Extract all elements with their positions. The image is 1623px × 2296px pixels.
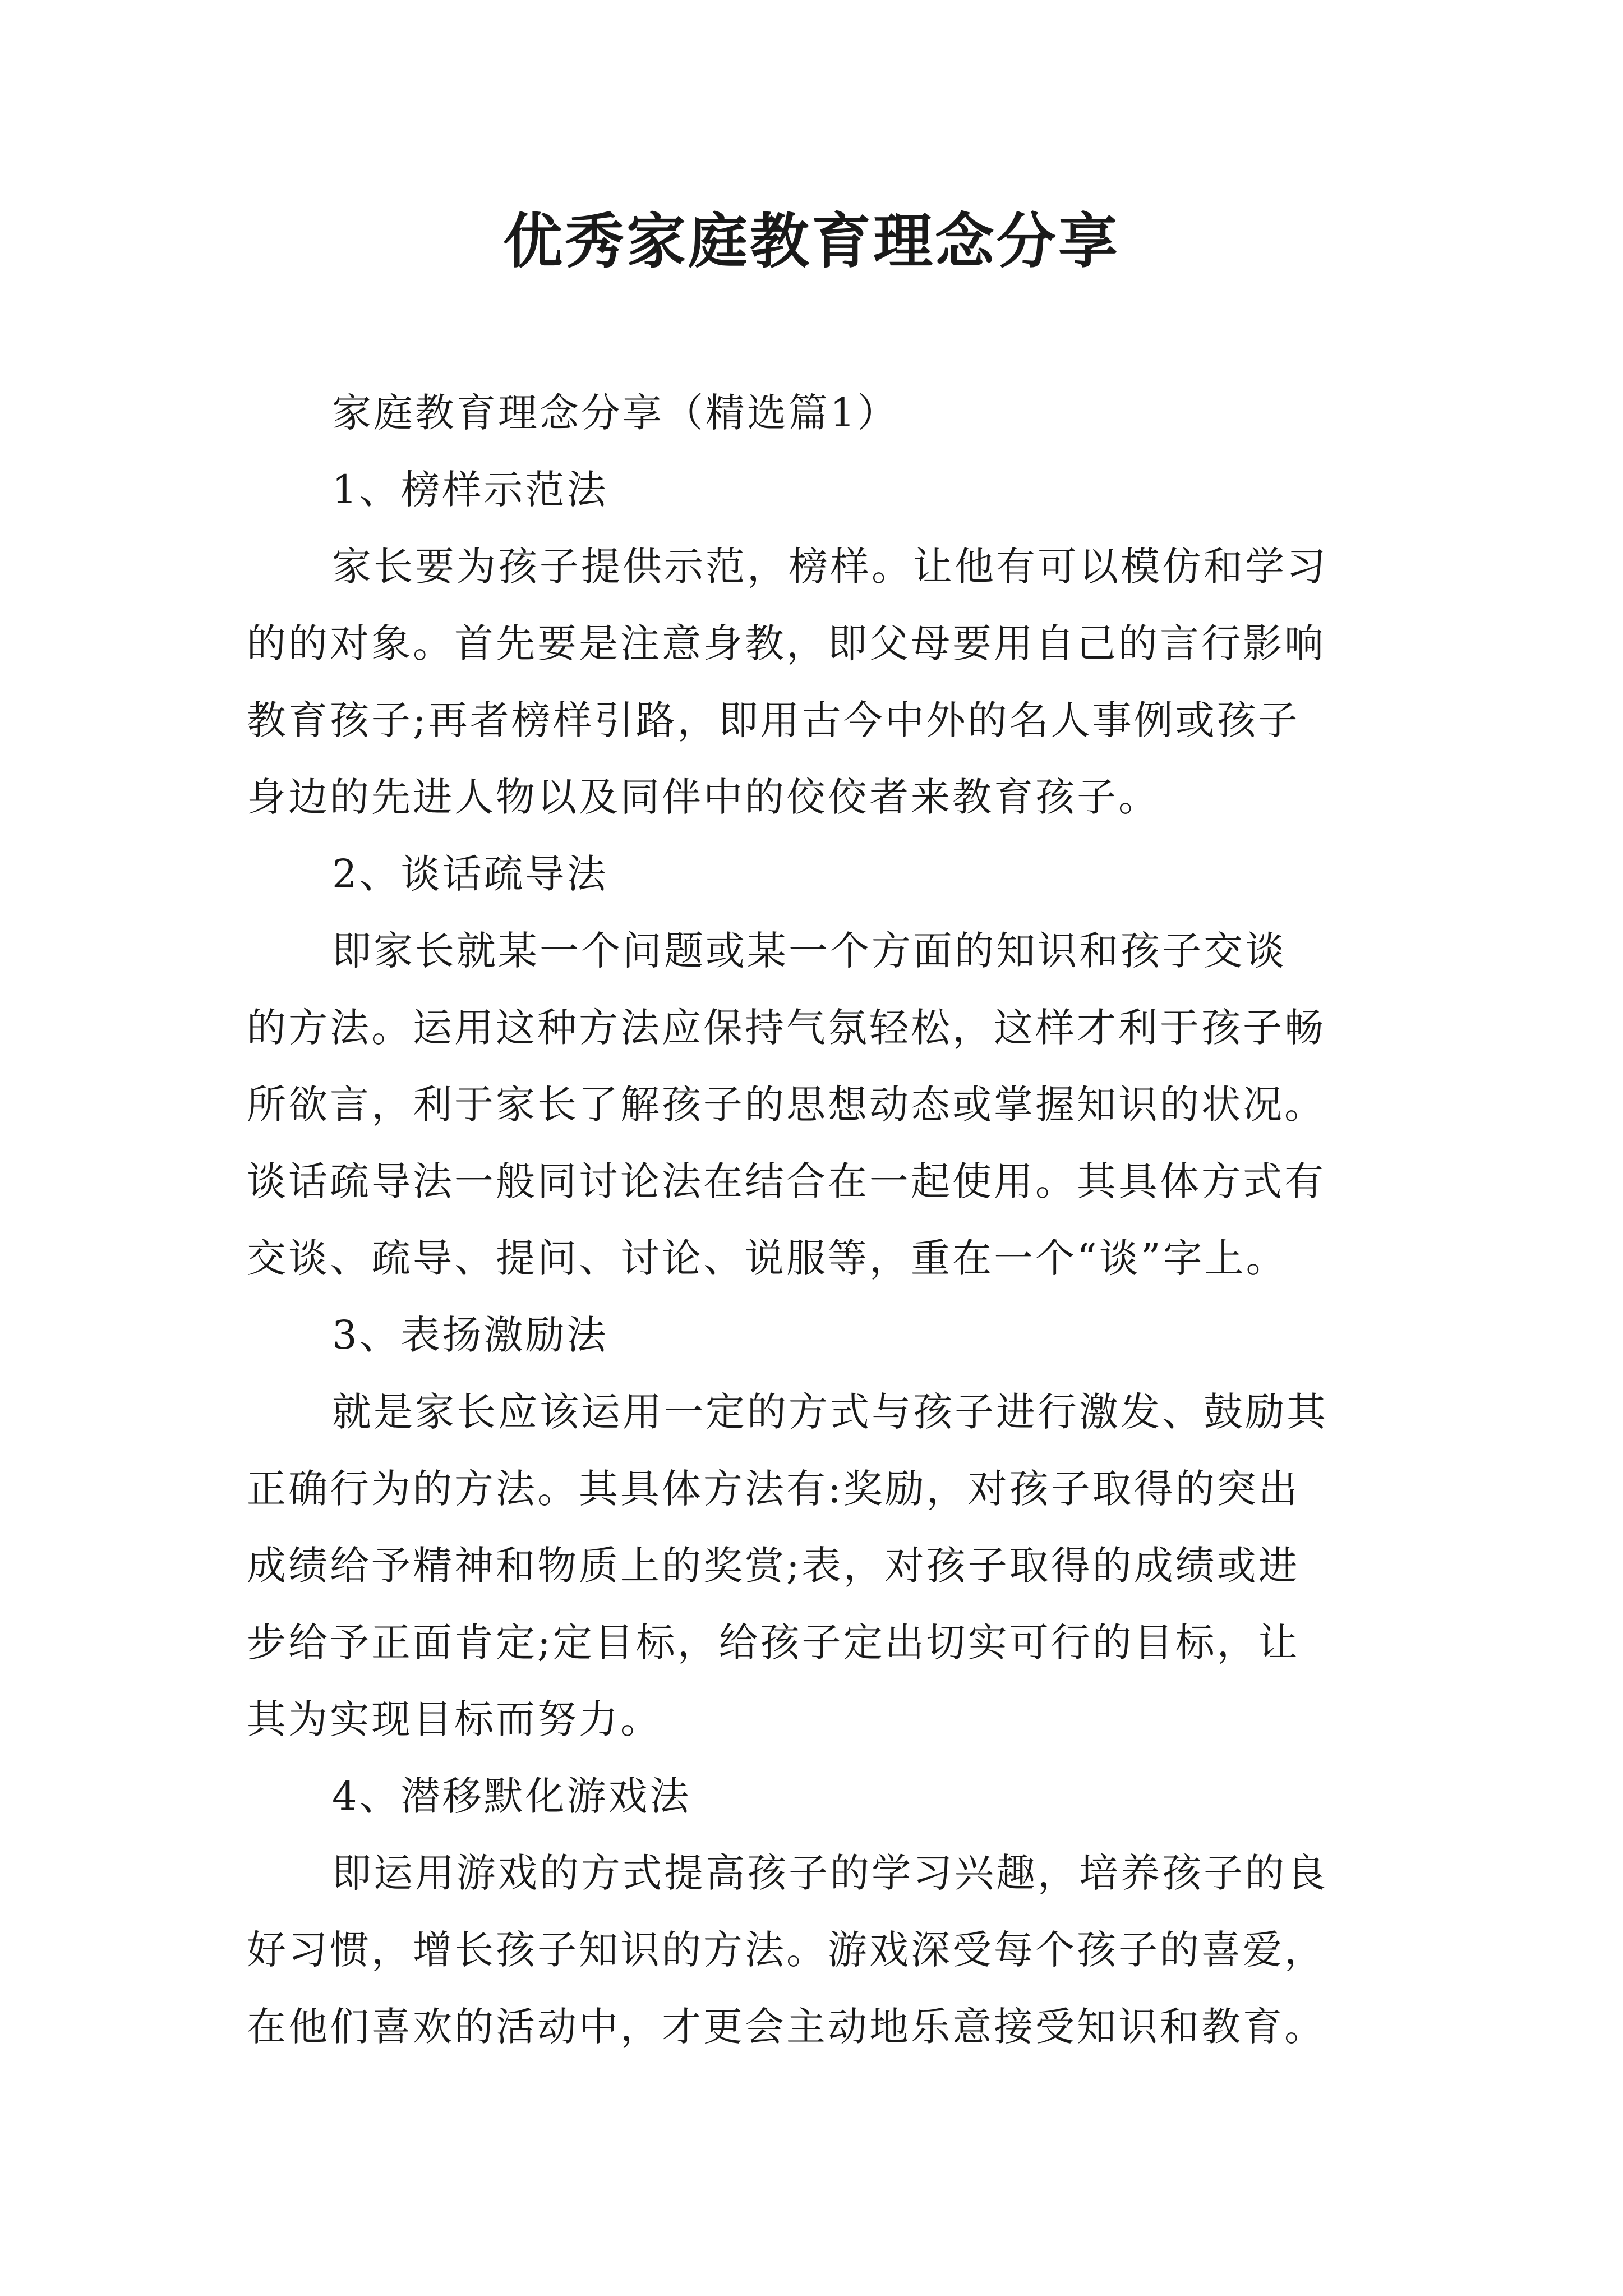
paragraph-line: 好习惯，增长孩子知识的方法。游戏深受每个孩子的喜爱， <box>247 1927 1326 1973</box>
paragraph-line: 所欲言，利于家长了解孩子的思想动态或掌握知识的状况。 <box>247 1082 1326 1128</box>
paragraph-line: 即运用游戏的方式提高孩子的学习兴趣，培养孩子的良 <box>332 1850 1328 1896</box>
paragraph-line: 在他们喜欢的活动中，才更会主动地乐意接受知识和教育。 <box>247 2004 1326 2050</box>
paragraph-line: 交谈、疏导、提问、讨论、说服等，重在一个“谈”字上。 <box>247 1235 1288 1281</box>
section-subtitle: 家庭教育理念分享（精选篇1） <box>332 390 899 436</box>
paragraph-line: 步给予正面肯定;定目标，给孩子定出切实可行的目标，让 <box>247 1619 1300 1665</box>
paragraph-line: 正确行为的方法。其具体方法有:奖励，对孩子取得的突出 <box>247 1466 1300 1512</box>
section-heading-2: 2、谈话疏导法 <box>332 851 608 897</box>
paragraph-line: 身边的先进人物以及同伴中的佼佼者来教育孩子。 <box>247 774 1160 820</box>
paragraph-line: 其为实现目标而努力。 <box>247 1696 662 1742</box>
paragraph-line: 家长要为孩子提供示范，榜样。让他有可以模仿和学习 <box>332 544 1328 590</box>
paragraph-line: 的方法。运用这种方法应保持气氛轻松，这样才利于孩子畅 <box>247 1005 1326 1051</box>
paragraph-line: 即家长就某一个问题或某一个方面的知识和孩子交谈 <box>332 928 1287 974</box>
section-heading-1: 1、榜样示范法 <box>332 467 608 513</box>
document-title: 优秀家庭教育理念分享 <box>503 206 1120 276</box>
section-heading-3: 3、表扬激励法 <box>332 1312 608 1358</box>
paragraph-line: 成绩给予精神和物质上的奖赏;表，对孩子取得的成绩或进 <box>247 1543 1300 1589</box>
document-body <box>247 375 1391 2065</box>
section-heading-4: 4、潜移默化游戏法 <box>332 1773 691 1819</box>
paragraph-line: 教育孩子;再者榜样引路，即用古今中外的名人事例或孩子 <box>247 697 1300 743</box>
paragraph-line: 的的对象。首先要是注意身教，即父母要用自己的言行影响 <box>247 620 1326 666</box>
paragraph-line: 谈话疏导法一般同讨论法在结合在一起使用。其具体方式有 <box>247 1158 1326 1204</box>
paragraph-line: 就是家长应该运用一定的方式与孩子进行激发、鼓励其 <box>332 1389 1328 1435</box>
